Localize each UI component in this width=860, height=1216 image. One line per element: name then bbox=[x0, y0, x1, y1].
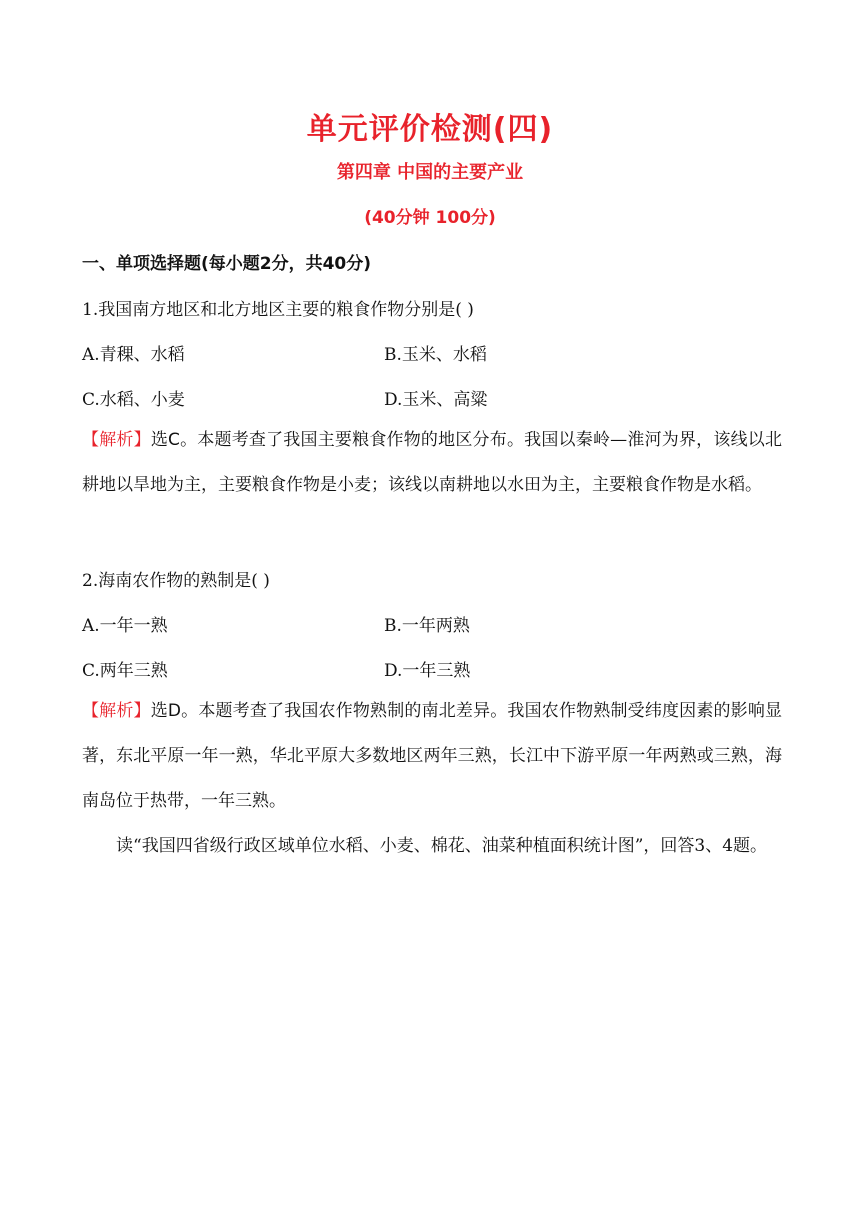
analysis-answer: D bbox=[167, 701, 181, 721]
question-2-option-a: A.一年一熟 bbox=[82, 616, 168, 636]
question-1-option-d: D.玉米、高粱 bbox=[384, 390, 488, 410]
analysis-prefix: 选 bbox=[150, 701, 168, 721]
question-2-analysis bbox=[82, 689, 782, 824]
analysis-tag: 【解析】 bbox=[82, 430, 151, 450]
question-2-option-b: B.一年两熟 bbox=[384, 616, 470, 636]
analysis-text: 。本题考查了我国主要粮食作物的地区分布。我国以秦岭—淮河为界，该线以北耕地以旱地为主，主要粮食作物是小麦；该线以南耕地以水田为主，主要粮食作物是水稻。 bbox=[82, 430, 782, 495]
analysis-tag: 【解析】 bbox=[82, 701, 151, 721]
question-2-stem: 2.海南农作物的熟制是( ) bbox=[82, 571, 270, 591]
analysis-text: 。本题考查了我国农作物熟制的南北差异。我国农作物熟制受纬度因素的影响显著，东北平原一年一熟，华北平原大多数地区两年三熟，长江中下游平原一年两熟或三熟，海南岛位于热带，一年三熟。 bbox=[82, 701, 783, 811]
document-title: 单元评价检测(四) bbox=[306, 112, 554, 147]
time-score-info: (40分钟 100分) bbox=[364, 208, 496, 228]
question-1-option-b: B.玉米、水稻 bbox=[384, 345, 487, 365]
question-1-option-c: C.水稻、小麦 bbox=[82, 390, 185, 410]
analysis-prefix: 选 bbox=[150, 430, 169, 450]
question-1-stem: 1.我国南方地区和北方地区主要的粮食作物分别是( ) bbox=[82, 300, 474, 320]
question-1-option-a: A.青稞、水稻 bbox=[82, 345, 185, 365]
reading-prompt: 读“我国四省级行政区域单位水稻、小麦、棉花、油菜种植面积统计图”，回答3、4题。 bbox=[116, 836, 768, 856]
question-1-analysis bbox=[82, 418, 782, 508]
chapter-subtitle: 第四章 中国的主要产业 bbox=[336, 162, 524, 183]
analysis-answer: C bbox=[168, 430, 180, 450]
question-2-option-c: C.两年三熟 bbox=[82, 661, 168, 681]
question-2-option-d: D.一年三熟 bbox=[384, 661, 471, 681]
section-heading: 一、单项选择题(每小题2分，共40分) bbox=[82, 254, 372, 274]
